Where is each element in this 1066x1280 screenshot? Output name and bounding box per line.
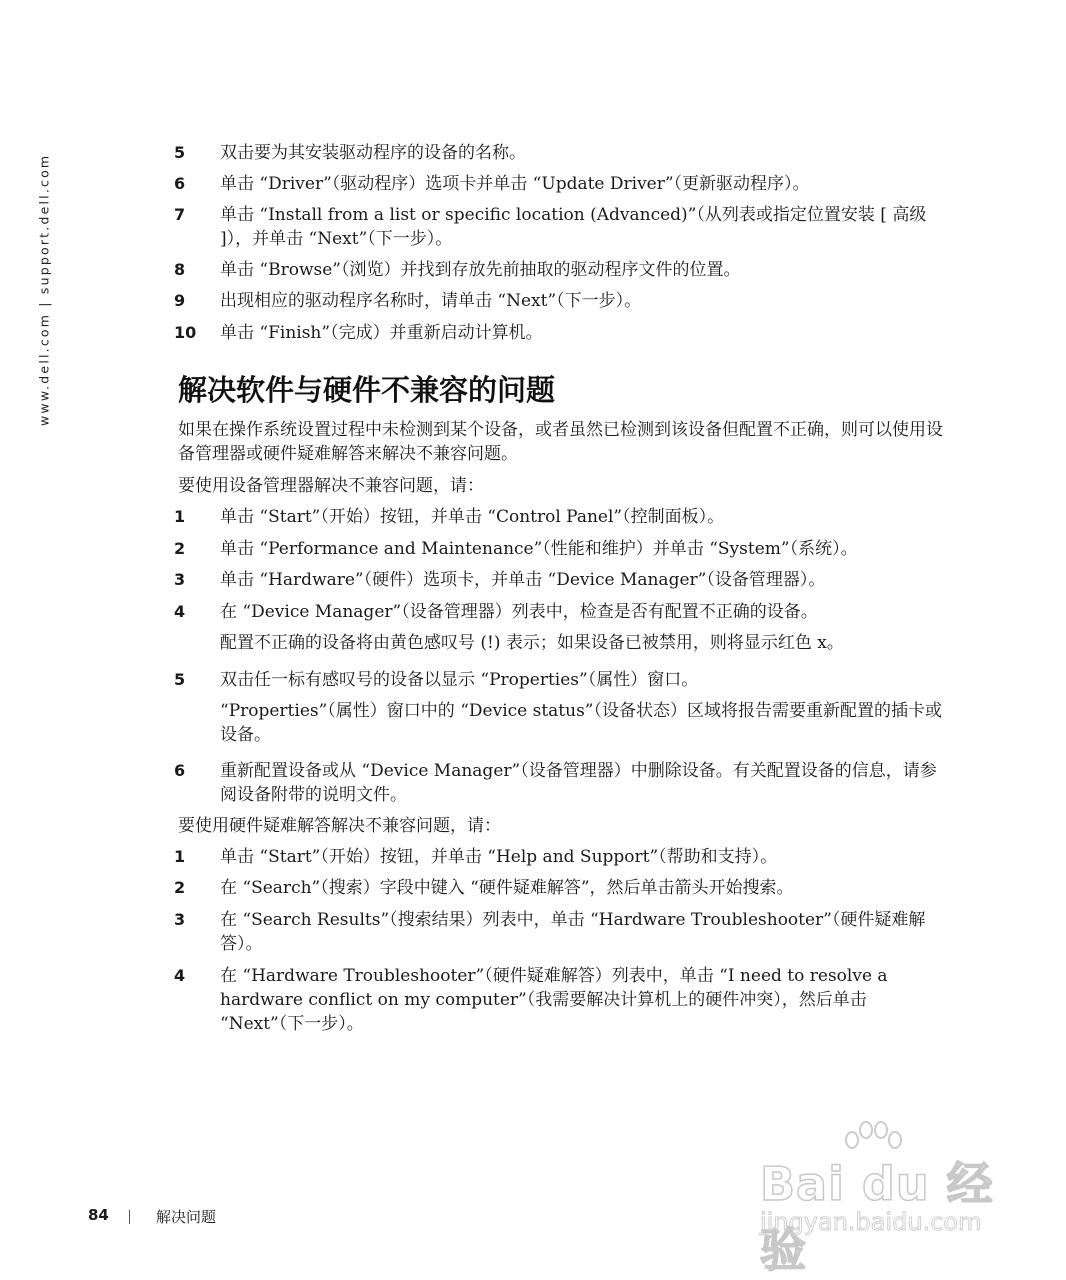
watermark-brand: Bai du 经验	[760, 1157, 994, 1277]
baidu-watermark	[760, 1120, 1010, 1277]
watermark-site: jingyan.baidu.com	[760, 1208, 982, 1236]
step-note: 配置不正确的设备将由黄色感叹号 (!) 表示；如果设备已被禁用，则将显示红色 x。	[220, 633, 844, 653]
list-item	[174, 759, 948, 807]
list-item	[174, 600, 948, 624]
step-text: 单击 “Start”（开始）按钮，并单击 “Help and Support”（帮助和支持）。	[220, 847, 778, 867]
step-text: 双击要为其安装驱动程序的设备的名称。	[220, 143, 526, 163]
list-item	[174, 289, 948, 313]
list-item	[174, 876, 948, 900]
step-number: 6	[174, 174, 186, 193]
step-text: 重新配置设备或从 “Device Manager”（设备管理器）中删除设备。有关配置设备的信息，请参阅设备附带的说明文件。	[220, 761, 937, 805]
step-number: 5	[174, 143, 186, 162]
step-number: 1	[174, 847, 186, 866]
step-number: 2	[174, 878, 186, 897]
step-text: 在 “Hardware Troubleshooter”（硬件疑难解答）列表中，单击 “I need to resolve a hardware conflict on my computer”（我需要解决计算机上的硬件冲突），然后单击 “Next”（下一步）。	[220, 966, 888, 1034]
page-number: 84	[88, 1206, 109, 1224]
step-text: 单击 “Finish”（完成）并重新启动计算机。	[220, 323, 543, 343]
footer-divider	[129, 1210, 130, 1224]
step-text: 在 “Device Manager”（设备管理器）列表中，检查是否有配置不正确的设备。	[220, 602, 818, 622]
list-item	[174, 141, 948, 165]
step-number: 5	[174, 670, 186, 689]
list-item	[174, 203, 948, 251]
step-number: 8	[174, 260, 186, 279]
step-text: 单击 “Driver”（驱动程序）选项卡并单击 “Update Driver”（更新驱动程序）。	[220, 174, 810, 194]
step-note: “Properties”（属性）窗口中的 “Device status”（设备状态）区域将报告需要重新配置的插卡或设备。	[220, 701, 943, 745]
step-number: 9	[174, 291, 186, 310]
step-number: 6	[174, 761, 186, 780]
step-number: 4	[174, 966, 186, 985]
step-number: 10	[174, 323, 197, 342]
step-number: 3	[174, 570, 186, 589]
list-item	[174, 258, 948, 282]
step-number: 3	[174, 910, 186, 929]
step-text: 单击 “Performance and Maintenance”（性能和维护）并单击 “System”（系统）。	[220, 539, 858, 559]
step-text: 单击 “Install from a list or specific location (Advanced)”（从列表或指定位置安装 [ 高级 ]），并单击 “Next”（下一步）。	[220, 205, 927, 249]
step-number: 7	[174, 205, 186, 224]
list-item	[174, 908, 948, 956]
step-number: 4	[174, 602, 186, 621]
step-text: 单击 “Start”（开始）按钮，并单击 “Control Panel”（控制面板）。	[220, 507, 725, 527]
device-manager-lead: 要使用设备管理器解决不兼容问题，请：	[178, 476, 484, 496]
list-item	[174, 568, 948, 592]
step-text: 在 “Search”（搜索）字段中键入 “硬件疑难解答”，然后单击箭头开始搜索。	[220, 878, 794, 898]
step-text: 双击任一标有感叹号的设备以显示 “Properties”（属性）窗口。	[220, 670, 699, 690]
step-number: 1	[174, 507, 186, 526]
step-text: 在 “Search Results”（搜索结果）列表中，单击 “Hardware Troubleshooter”（硬件疑难解答）。	[220, 910, 926, 954]
sidebar-url: www.dell.com | support.dell.com	[36, 153, 52, 427]
step-text: 出现相应的驱动程序名称时，请单击 “Next”（下一步）。	[220, 291, 642, 311]
step-text: 单击 “Browse”（浏览）并找到存放先前抽取的驱动程序文件的位置。	[220, 260, 741, 280]
step-text: 单击 “Hardware”（硬件）选项卡，并单击 “Device Manager”（设备管理器）。	[220, 570, 826, 590]
hardware-troubleshooter-lead: 要使用硬件疑难解答解决不兼容问题，请：	[178, 816, 501, 836]
intro-paragraph: 如果在操作系统设置过程中未检测到某个设备，或者虽然已检测到该设备但配置不正确，则可以使用设备管理器或硬件疑难解答来解决不兼容问题。	[178, 420, 943, 464]
section-title: 解决软件与硬件不兼容的问题	[178, 373, 556, 407]
list-item	[174, 845, 948, 869]
list-item	[174, 964, 948, 1036]
list-item	[174, 668, 948, 692]
step-number: 2	[174, 539, 186, 558]
list-item	[174, 321, 948, 345]
list-item	[174, 172, 948, 196]
list-item	[174, 537, 948, 561]
list-item	[174, 505, 948, 529]
footer-section-title: 解决问题	[156, 1208, 217, 1226]
